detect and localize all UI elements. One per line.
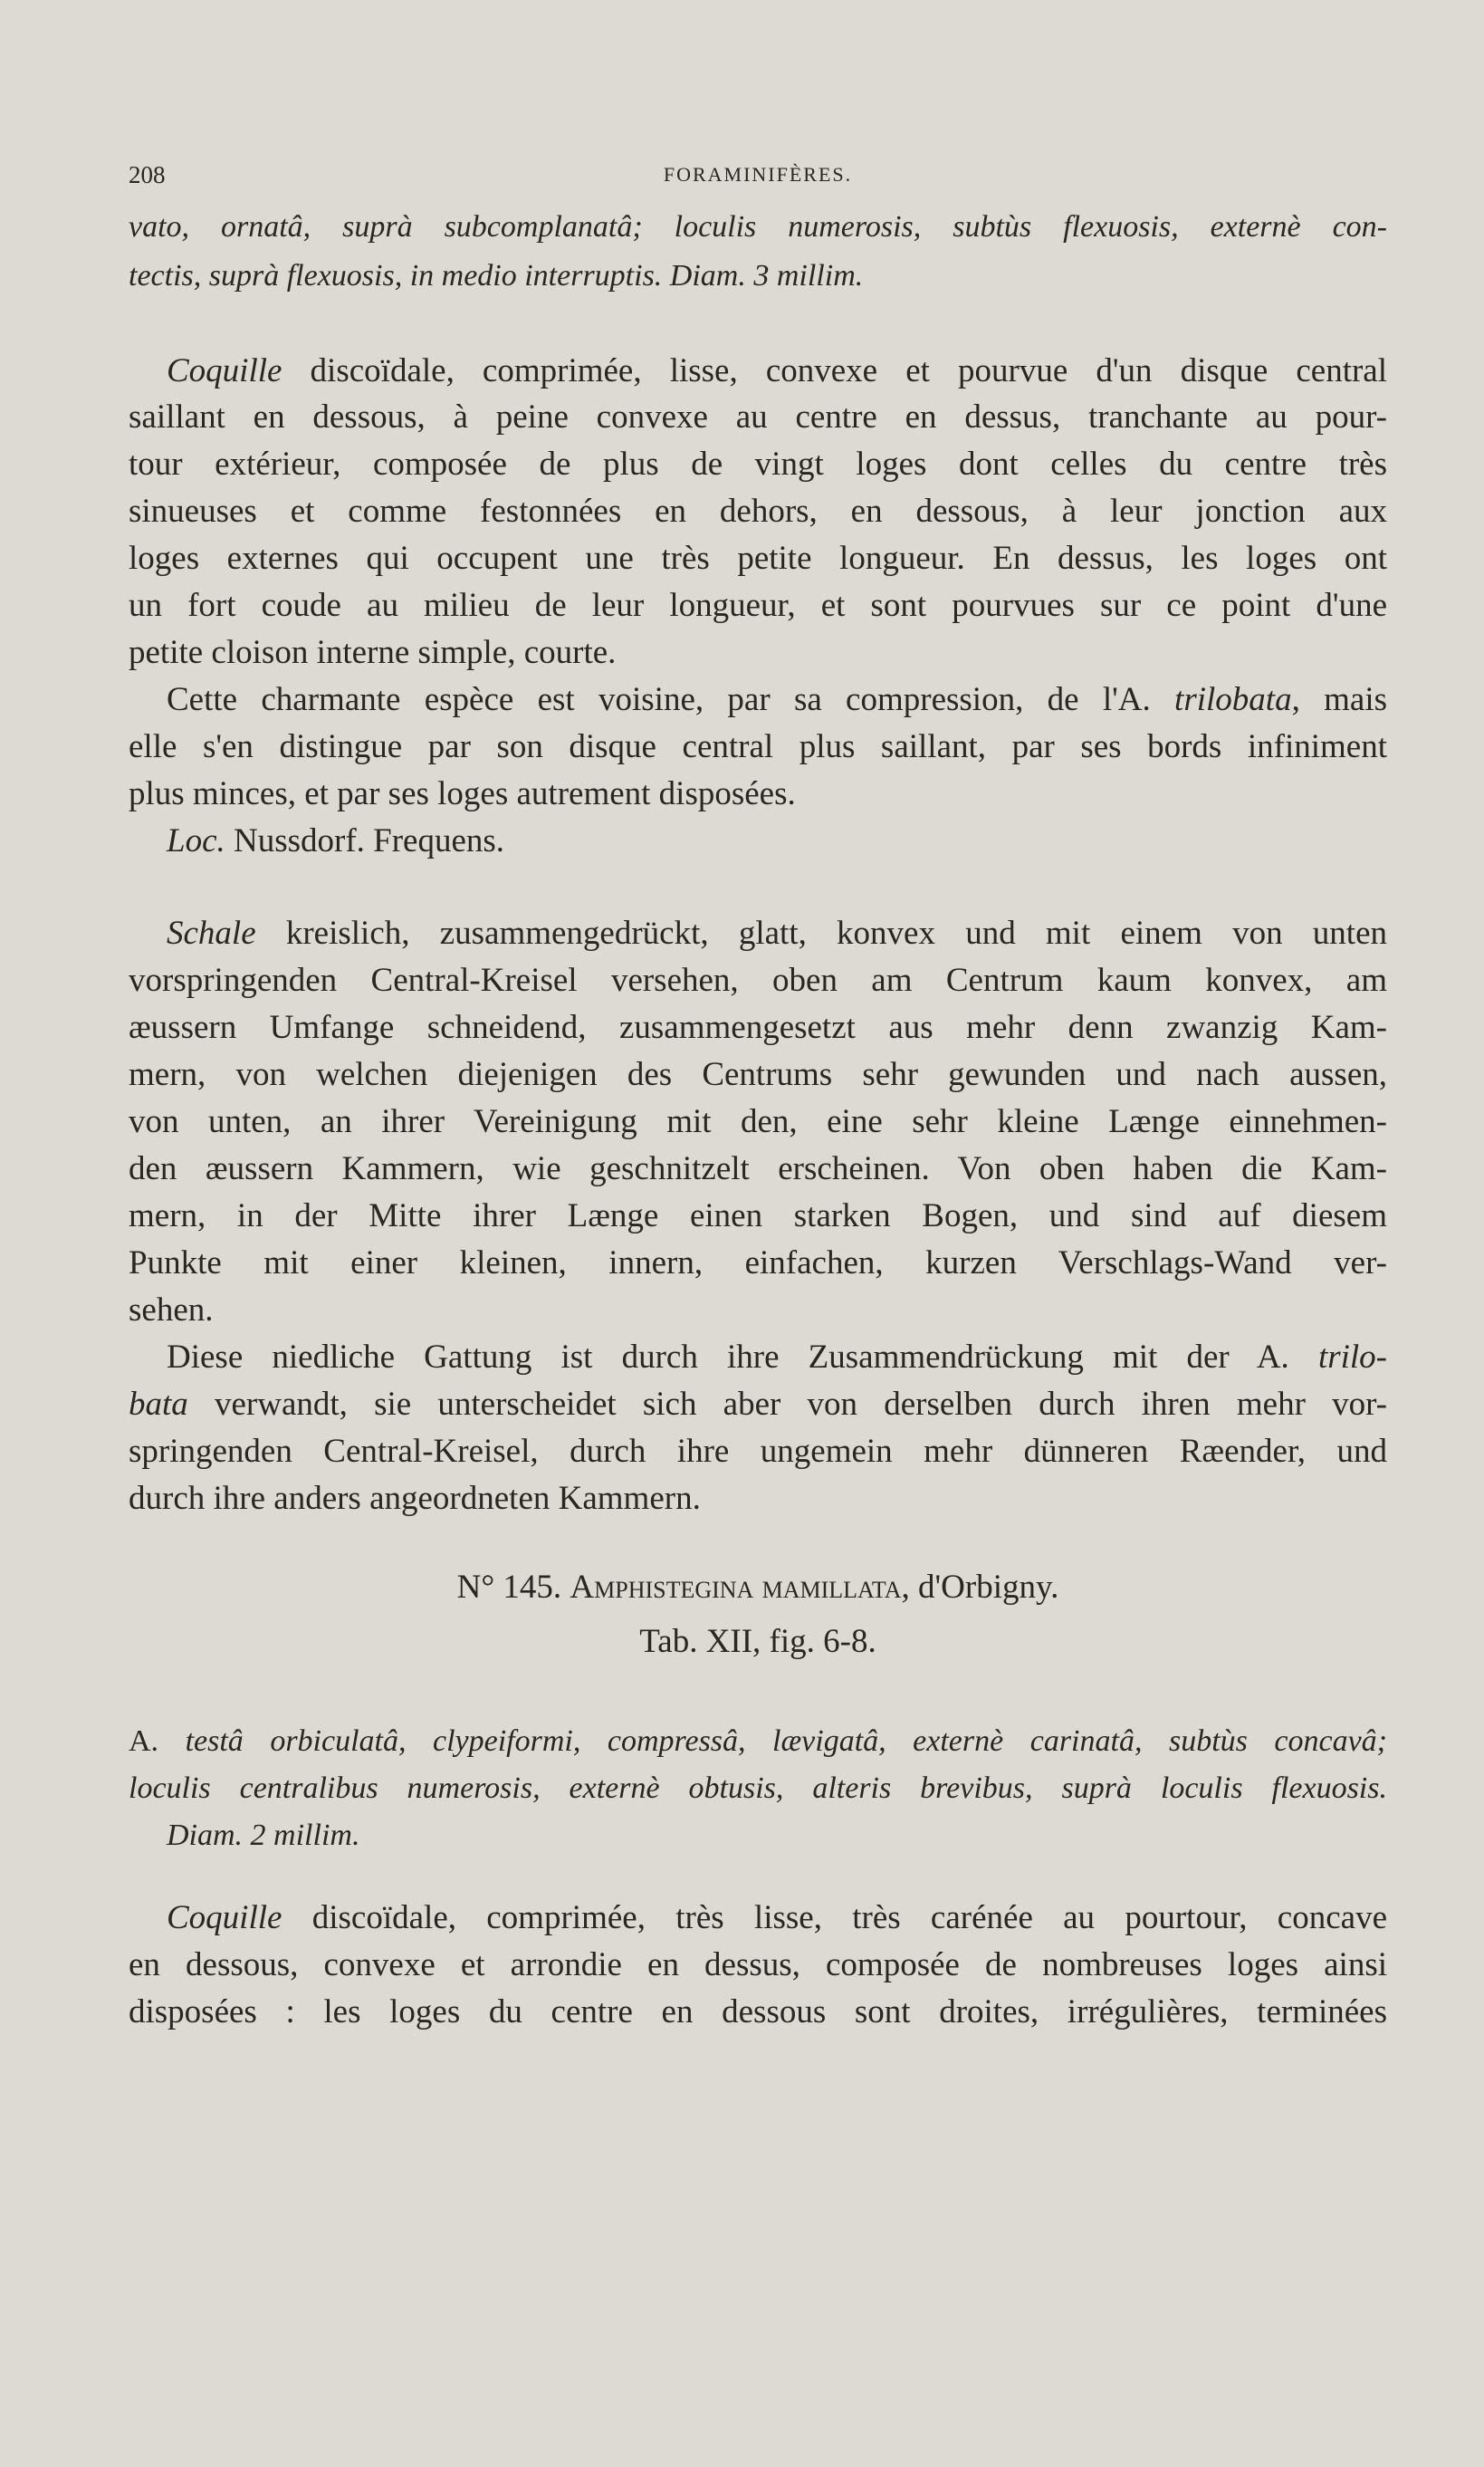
german-remark-line: bata verwandt, sie unterscheidet sich aber von derselben durch ihren mehr vor- bbox=[129, 1386, 1387, 1423]
french-description-line: petite cloison interne simple, courte. bbox=[129, 634, 617, 671]
french-description-line: Coquille discoïdale, comprimée, très lisse, très carénée au pourtour, concave bbox=[167, 1899, 1387, 1936]
french-description-line: Coquille discoïdale, comprimée, lisse, convexe et pourvue d'un disque central bbox=[167, 352, 1387, 389]
latin-diagnosis-line: vato, ornatâ, suprà subcomplanatâ; loculis numerosis, subtùs flexuosis, externè con- bbox=[129, 210, 1387, 244]
french-remark-line: elle s'en distingue par son disque central plus saillant, par ses bords infiniment bbox=[129, 728, 1387, 765]
latin-diagnosis-line: tectis, suprà flexuosis, in medio interruptis. Diam. 3 millim. bbox=[129, 259, 864, 293]
page-header bbox=[129, 161, 1387, 201]
latin-diagnosis-line: loculis centralibus numerosis, externè obtusis, alteris brevibus, suprà loculis flexuosis. bbox=[129, 1771, 1387, 1805]
french-description-line: sinueuses et comme festonnées en dehors, en dessous, à leur jonction aux bbox=[129, 493, 1387, 530]
french-description-line: loges externes qui occupent une très petite longueur. En dessus, les loges ont bbox=[129, 540, 1387, 577]
french-description-line: en dessous, convexe et arrondie en dessus, composée de nombreuses loges ainsi bbox=[129, 1946, 1387, 1983]
french-description-line: saillant en dessous, à peine convexe au centre en dessus, tranchante au pour- bbox=[129, 398, 1387, 436]
german-description-line: Punkte mit einer kleinen, innern, einfachen, kurzen Verschlags-Wand ver- bbox=[129, 1244, 1387, 1281]
german-remark-line: Diese niedliche Gattung ist durch ihre Zusammendrückung mit der A. trilo- bbox=[167, 1339, 1387, 1376]
german-remark-line: durch ihre anders angeordneten Kammern. bbox=[129, 1480, 701, 1517]
german-description-line: sehen. bbox=[129, 1291, 214, 1329]
german-description-line: æussern Umfange schneidend, zusammengesetzt aus mehr denn zwanzig Kam- bbox=[129, 1009, 1387, 1046]
german-remark-line: springenden Central-Kreisel, durch ihre ungemein mehr dünneren Ræender, und bbox=[129, 1433, 1387, 1470]
page-number: 208 bbox=[129, 161, 166, 188]
french-remark-line: Cette charmante espèce est voisine, par sa compression, de l'A. trilobata, mais bbox=[167, 681, 1387, 718]
latin-diagnosis-line: Diam. 2 millim. bbox=[167, 1819, 360, 1852]
french-remark-line: plus minces, et par ses loges autrement disposées. bbox=[129, 775, 796, 812]
french-description-line: un fort coude au milieu de leur longueur, et sont pourvues sur ce point d'une bbox=[129, 587, 1387, 624]
french-description-line: tour extérieur, composée de plus de vingt loges dont celles du centre très bbox=[129, 446, 1387, 483]
french-description-line: disposées : les loges du centre en dessous sont droites, irrégulières, terminées bbox=[129, 1993, 1387, 2030]
german-description-line: mern, von welchen diejenigen des Centrums sehr gewunden und nach aussen, bbox=[129, 1056, 1387, 1093]
locality-line: Loc. Nussdorf. Frequens. bbox=[167, 822, 505, 859]
species-heading: N° 145. Amphistegina mamillata, d'Orbigny. bbox=[456, 1569, 1059, 1606]
german-description-line: Schale kreislich, zusammengedrückt, glatt, konvex und mit einem von unten bbox=[167, 915, 1387, 952]
german-description-line: mern, in der Mitte ihrer Længe einen starken Bogen, und sind auf diesem bbox=[129, 1197, 1387, 1234]
running-title: FORAMINIFÈRES. bbox=[663, 163, 853, 186]
german-description-line: den æussern Kammern, wie geschnitzelt erscheinen. Von oben haben die Kam- bbox=[129, 1150, 1387, 1187]
latin-diagnosis-line: A. testâ orbiculatâ, clypeiformi, compressâ, lævigatâ, externè carinatâ, subtùs concavâ; bbox=[129, 1724, 1387, 1758]
german-description-line: vorspringenden Central-Kreisel versehen, oben am Centrum kaum konvex, am bbox=[129, 962, 1387, 999]
german-description-line: von unten, an ihrer Vereinigung mit den, eine sehr kleine Længe einnehmen- bbox=[129, 1103, 1387, 1140]
plate-reference: Tab. XII, fig. 6-8. bbox=[639, 1623, 876, 1660]
